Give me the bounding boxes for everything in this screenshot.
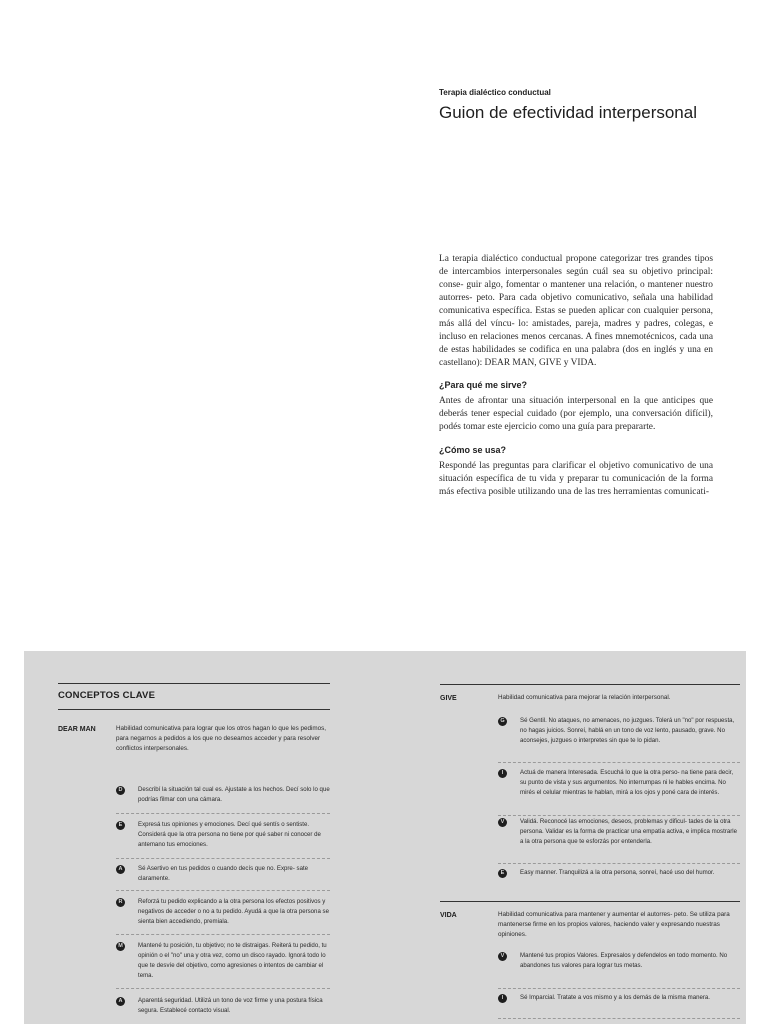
list-item-text: Sé Asertivo en tus pedidos o cuando decís que no. Expre- sate claramente.: [138, 865, 309, 882]
list-item: [498, 817, 740, 864]
list-item-text: Validá. Reconocé las emociones, deseos, problemas y dificul- tades de la otra persona. Validar es la forma de practicar una empatía activa, e implica mostrarle a la otra persona que te esforzás por entenderla.: [520, 818, 737, 845]
list-item: [116, 785, 330, 814]
letter-badge-icon: A: [116, 997, 125, 1006]
letter-badge-icon: G: [498, 717, 507, 726]
letter-badge-icon: R: [116, 898, 125, 907]
list-item: [116, 864, 330, 891]
document-title: Guion de efectividad interpersonal: [439, 103, 697, 122]
list-item-text: Easy manner. Tranquilizá a la otra persona, sonreí, hacé uso del humor.: [520, 869, 715, 876]
list-item-text: Mantené tu posición, tu objetivo; no te distraigas. Reiterá tu pedido, tu opinión o el "no" una y otra vez, como un disco rayado. Ignorá todo lo que te desvíe del objetivo, como agresiones o intentos de cambiar el tema.: [138, 942, 327, 979]
document-eyebrow: Terapia dialéctico conductual: [439, 88, 551, 97]
list-item-text: Sé Imparcial. Tratate a vos mismo y a los demás de la misma manera.: [520, 994, 710, 1001]
section-paragraph-para-que: Antes de afrontar una situación interpersonal en la que anticipes que deberás tener especial cuidado (por ejemplo, una conversación difícil), podés tomar este ejercicio como una guía para prepararte.: [439, 396, 713, 432]
list-item: [498, 768, 740, 816]
section-heading-para-que: ¿Para qué me sirve?: [439, 380, 528, 390]
section-paragraph-como-se-usa: Respondé las preguntas para clarificar el objetivo comunicativo de una situación específica de tu vida y preparar tu comunicación de la forma más efectiva posible utilizando una de las tres herramientas comunicati-: [439, 461, 713, 497]
list-item: [116, 820, 330, 859]
vida-label: VIDA: [440, 912, 457, 919]
dear-man-label: DEAR MAN: [58, 726, 96, 733]
list-item-text: Aparentá seguridad. Utilizá un tono de voz firme y una postura física segura. Establecé contacto visual.: [138, 997, 323, 1014]
vida-description: Habilidad comunicativa para mantener y aumentar el autorres- peto. Se utiliza para mantenerse firme en los propios valores, haciendo valer y expresando nuestras opiniones.: [498, 911, 730, 938]
divider: [440, 684, 740, 685]
key-concepts-panel: [24, 651, 746, 1024]
letter-badge-icon: I: [498, 994, 507, 1003]
list-item: [498, 716, 740, 763]
intro-paragraph: La terapia dialéctico conductual propone categorizar tres grandes tipos de intercambios interpersonales según cuál sea su objetivo principal: conse- guir algo, fomentar o mantener una relación, o mantener nuestro autorres- peto. Para cada objetivo comunicativo, señala una habilidad comunicativa específica. Estas se pueden aplicar con cualquier persona, más allá del víncu- lo: amistades, pareja, madres y padres, colegas, e incluso en relaciones menos cercanas. A fines mnemotécnicos, cada una de estas habilidades se codifica en una palabra (dos en inglés y una en castellano): DEAR MAN, GIVE y VIDA.: [439, 254, 713, 368]
letter-badge-icon: M: [116, 942, 125, 951]
give-description: Habilidad comunicativa para mejorar la relación interpersonal.: [498, 694, 671, 701]
list-item-text: Reforzá tu pedido explicando a la otra persona los efectos positivos y negativos de acceder o no a tu pedido. Ayudá a que la otra persona se sienta bien accediendo, premiala.: [138, 898, 329, 925]
list-item: [116, 897, 330, 935]
list-item: [498, 993, 740, 1019]
letter-badge-icon: V: [498, 952, 507, 961]
list-item-text: Expresá tus opiniones y emociones. Decí qué sentís o sentiste. Considerá que la otra persona no tiene por qué saber ni conocer de antemano tus emociones.: [138, 821, 321, 848]
key-concepts-heading: CONCEPTOS CLAVE: [58, 683, 330, 710]
list-item: [498, 868, 740, 878]
list-item: [498, 951, 740, 989]
list-item-text: Actuá de manera Interesada. Escuchá lo que la otra perso- na tiene para decir, su punto de vista y sus argumentos. No interrumpas ni le hables encima. No mirés el celular mientras te hablan, mirá a los ojos y poné cara de interés.: [520, 769, 734, 796]
list-item: [116, 996, 330, 1016]
letter-badge-icon: V: [498, 818, 507, 827]
dear-man-description: Habilidad comunicativa para lograr que los otros hagan lo que les pedimos, para negarnos a pedidos a los que no deseamos acceder y para resolver conflictos interpersonales.: [116, 725, 327, 752]
letter-badge-icon: D: [116, 786, 125, 795]
section-heading-como-se-usa: ¿Cómo se usa?: [439, 445, 507, 455]
letter-badge-icon: E: [498, 869, 507, 878]
letter-badge-icon: A: [116, 865, 125, 874]
list-item-text: Describí la situación tal cual es. Ajustate a los hechos. Decí solo lo que podrías filmar con una cámara.: [138, 786, 330, 803]
letter-badge-icon: I: [498, 769, 507, 778]
give-label: GIVE: [440, 695, 457, 702]
list-item-text: Mantené tus propios Valores. Expresalos y defendelos en todo momento. No abandones tus valores para lograr tus metas.: [520, 952, 728, 969]
list-item-text: Sé Gentil. No ataques, no amenaces, no juzgues. Tolerá un "no" por respuesta, no hagas juicios. Sonreí, hablá en un tono de voz lento, pausado, grave. No aconsejes, juzgues o interpretes sin que te lo pidan.: [520, 717, 735, 744]
list-item: [116, 941, 330, 989]
letter-badge-icon: E: [116, 821, 125, 830]
divider: [440, 901, 740, 902]
